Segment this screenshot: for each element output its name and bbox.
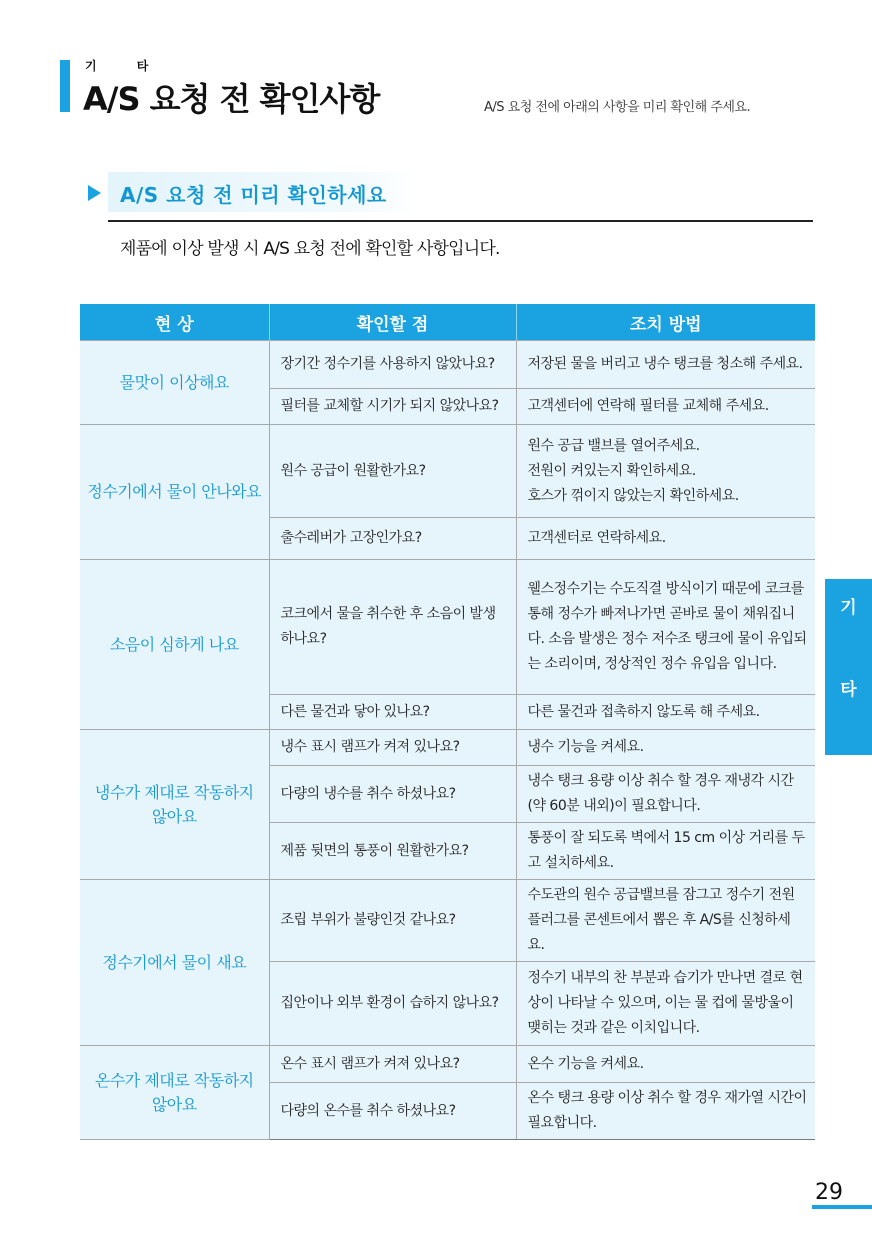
- table-row: [80, 880, 815, 962]
- check-cell: 출수레버가 고장인가요?: [269, 518, 516, 560]
- side-tab-char-2: 타: [840, 680, 857, 700]
- table-row: [80, 425, 815, 518]
- symptom-cell: 물맛이 이상해요: [80, 341, 269, 425]
- check-cell: 장기간 정수기를 사용하지 않았나요?: [269, 341, 516, 389]
- action-cell: [516, 389, 815, 425]
- side-tab-char-1: 기: [840, 598, 857, 618]
- check-cell: 코크에서 물을 취수한 후 소음이 발생하나요?: [269, 560, 516, 695]
- table-header-row: [80, 304, 815, 341]
- troubleshooting-table: [80, 304, 815, 1140]
- action-line: 통풍이 잘 되도록 벽에서 15 cm 이상 거리를 두고 설치하세요.: [527, 830, 805, 871]
- action-line: 온수 탱크 용량 이상 취수 할 경우 재가열 시간이 필요합니다.: [527, 1090, 807, 1131]
- side-tab: [825, 579, 872, 755]
- page-title: A/S 요청 전 확인사항: [83, 80, 380, 118]
- action-line: 호스가 꺾이지 않았는지 확인하세요.: [527, 487, 739, 504]
- check-cell: 다른 물건과 닿아 있나요?: [269, 695, 516, 730]
- check-cell: 원수 공급이 원활한가요?: [269, 425, 516, 518]
- check-cell: 온수 표시 램프가 켜져 있나요?: [269, 1046, 516, 1083]
- table-body: [80, 341, 815, 1140]
- header-accent-bar: [60, 60, 70, 112]
- action-cell: [516, 341, 815, 389]
- action-cell: [516, 1046, 815, 1083]
- section-title: A/S 요청 전 미리 확인하세요: [120, 183, 387, 207]
- action-cell: [516, 518, 815, 560]
- action-line: 웰스정수기는 수도직결 방식이기 때문에 코크를 통해 정수가 빠져나가면 곧바로 물이 채워집니다. 소음 발생은 정수 저수조 탱크에 물이 유입되는 소리이며, 정상적인 정수 유입음 입니다.: [527, 581, 807, 672]
- table-row: [80, 560, 815, 695]
- header-check: 확인할 점: [269, 304, 516, 341]
- action-cell: [516, 766, 815, 823]
- check-cell: 집안이나 외부 환경이 습하지 않나요?: [269, 962, 516, 1046]
- action-cell: [516, 425, 815, 518]
- action-line: 고객센터로 연락하세요.: [527, 530, 666, 546]
- action-cell: [516, 880, 815, 962]
- table-row: [80, 1046, 815, 1083]
- action-line: 저장된 물을 버리고 냉수 탱크를 청소해 주세요.: [527, 356, 803, 372]
- table-row: [80, 730, 815, 766]
- header-symptom: 현 상: [80, 304, 269, 341]
- action-cell: [516, 823, 815, 880]
- action-line: 수도관의 원수 공급밸브를 잠그고 정수기 전원플러그를 콘센트에서 뽑은 후 A/S를 신청하세요.: [527, 887, 795, 953]
- symptom-cell: 온수가 제대로 작동하지 않아요: [80, 1046, 269, 1140]
- action-cell: [516, 560, 815, 695]
- action-cell: [516, 695, 815, 730]
- header-note: A/S 요청 전에 아래의 사항을 미리 확인해 주세요.: [484, 100, 751, 115]
- action-cell: [516, 1083, 815, 1140]
- action-line: 정수기 내부의 찬 부분과 습기가 만나면 결로 현상이 나타날 수 있으며, 이는 물 컵에 물방울이 맺히는 것과 같은 이치입니다.: [527, 970, 803, 1036]
- check-cell: 필터를 교체할 시기가 되지 않았나요?: [269, 389, 516, 425]
- table-row: [80, 341, 815, 389]
- section-divider: [108, 220, 813, 222]
- action-cell: [516, 730, 815, 766]
- check-cell: 제품 뒷면의 통풍이 원활한가요?: [269, 823, 516, 880]
- action-line: 냉수 기능을 켜세요.: [527, 739, 644, 755]
- action-cell: [516, 962, 815, 1046]
- symptom-cell: 정수기에서 물이 안나와요: [80, 425, 269, 560]
- action-line: 고객센터에 연락해 필터를 교체해 주세요.: [527, 398, 769, 414]
- section-intro: 제품에 이상 발생 시 A/S 요청 전에 확인할 사항입니다.: [120, 239, 500, 259]
- page-number-underline: [812, 1205, 872, 1209]
- action-line: 냉수 탱크 용량 이상 취수 할 경우 재냉각 시간(약 60분 내외)이 필요합니다.: [527, 773, 794, 814]
- page-number: 29: [815, 1180, 843, 1205]
- check-cell: 냉수 표시 램프가 켜져 있나요?: [269, 730, 516, 766]
- check-cell: 다량의 온수를 취수 하셨나요?: [269, 1083, 516, 1140]
- symptom-cell: 냉수가 제대로 작동하지 않아요: [80, 730, 269, 880]
- header-action: 조치 방법: [516, 304, 815, 341]
- header-category: 기 타: [85, 59, 167, 73]
- check-cell: 다량의 냉수를 취수 하셨나요?: [269, 766, 516, 823]
- action-line: 다른 물건과 접촉하지 않도록 해 주세요.: [527, 703, 760, 720]
- action-line: 원수 공급 밸브를 열어주세요.: [527, 437, 700, 454]
- action-line: 전원이 켜있는지 확인하세요.: [527, 462, 696, 479]
- symptom-cell: 소음이 심하게 나요: [80, 560, 269, 730]
- check-cell: 조립 부위가 불량인것 같나요?: [269, 880, 516, 962]
- action-line: 온수 기능을 켜세요.: [527, 1055, 644, 1072]
- section-arrow-icon: [88, 185, 101, 201]
- symptom-cell: 정수기에서 물이 새요: [80, 880, 269, 1046]
